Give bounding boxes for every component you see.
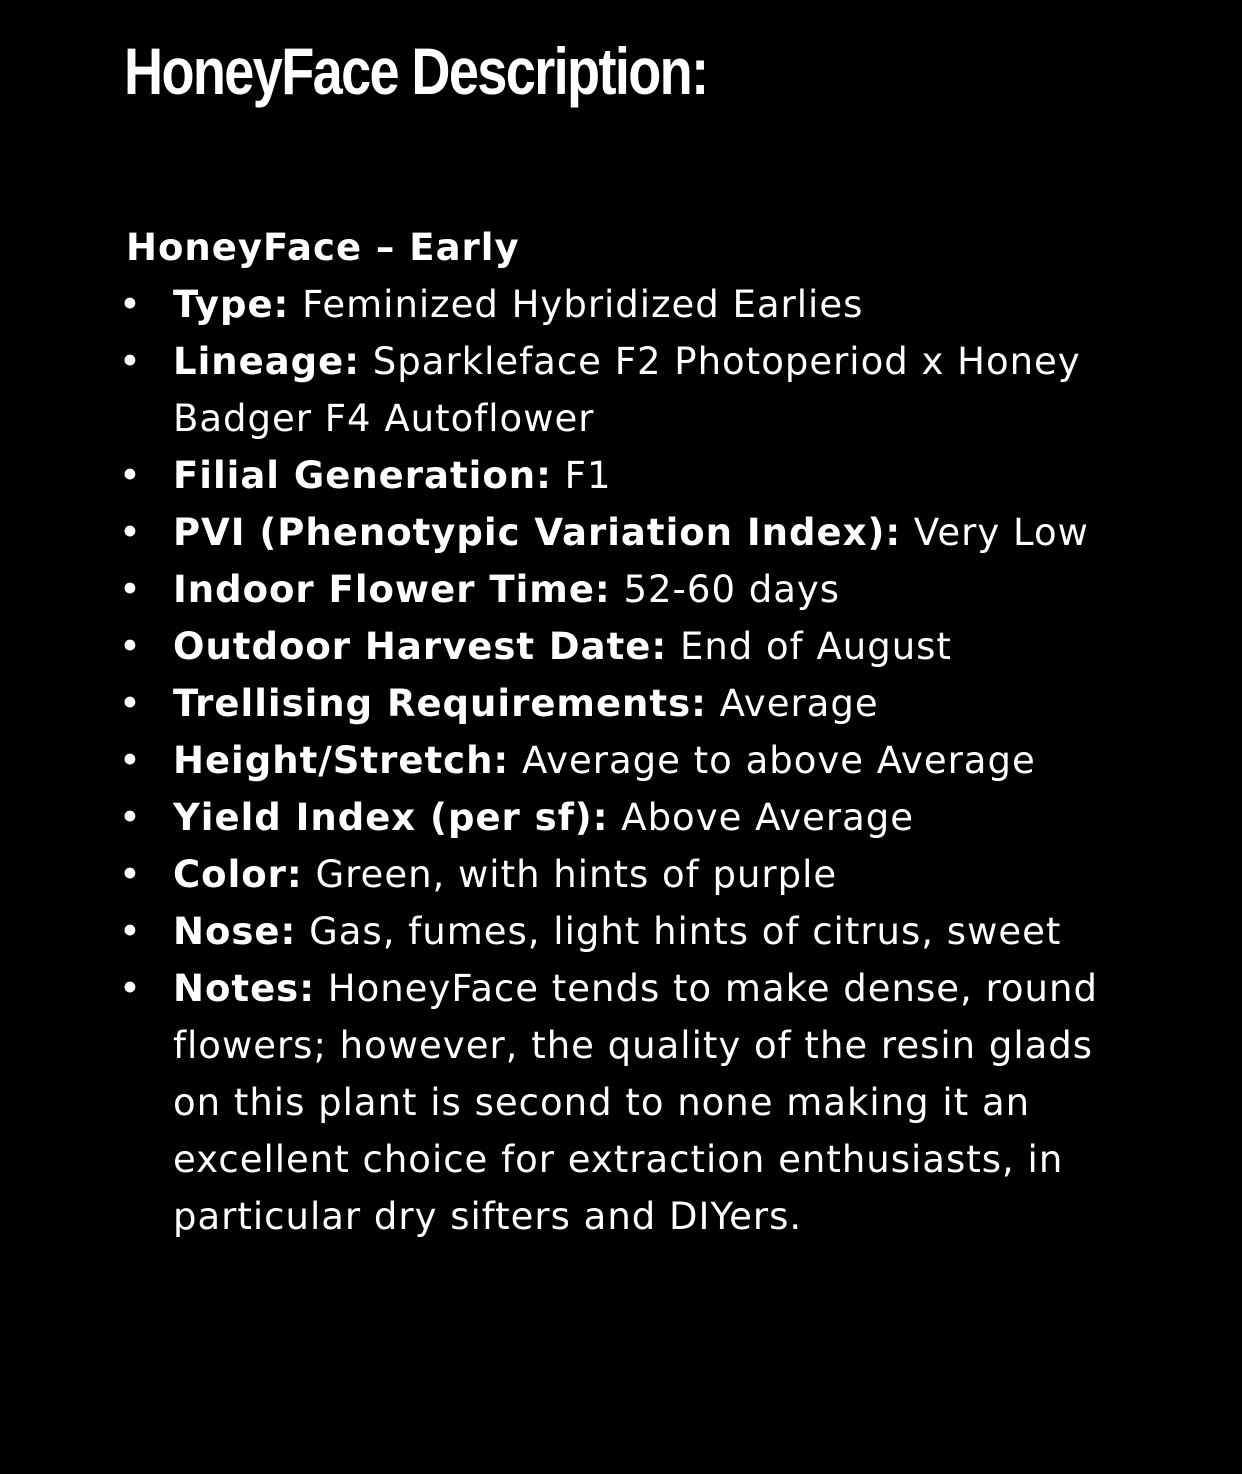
bullet-icon: • [119, 853, 142, 896]
bullet-icon: • [119, 967, 142, 1010]
bullet-icon: • [119, 283, 142, 326]
spec-label: Type: [173, 283, 290, 326]
bullet-icon: • [119, 625, 142, 668]
spec-color [119, 846, 1126, 903]
spec-label: Filial Generation: [173, 454, 552, 497]
spec-value: Very Low [901, 511, 1089, 554]
spec-label: PVI (Phenotypic Variation Index): [173, 511, 902, 554]
spec-height-stretch [119, 732, 1126, 789]
spec-nose [119, 903, 1126, 960]
spec-value: Gas, fumes, light hints of citrus, sweet [296, 910, 1062, 953]
spec-value: Sparkleface F2 Photoperiod x Honey Badger F4 Autoflower [173, 340, 1081, 440]
spec-value: Feminized Hybridized Earlies [289, 283, 864, 326]
spec-label: Lineage: [173, 340, 361, 383]
bullet-icon: • [119, 568, 142, 611]
spec-type [119, 276, 1126, 333]
spec-label: Color: [173, 853, 303, 896]
spec-value: Average to above Average [509, 739, 1036, 782]
bullet-icon: • [119, 682, 142, 725]
spec-value: F1 [551, 454, 612, 497]
spec-label: Indoor Flower Time: [173, 568, 611, 611]
spec-filial-generation [119, 447, 1126, 504]
spec-label: Yield Index (per sf): [173, 796, 609, 839]
spec-value: Average [706, 682, 879, 725]
strain-section [119, 219, 1126, 1245]
bullet-icon: • [119, 340, 142, 383]
spec-notes [119, 960, 1126, 1245]
spec-value: 52-60 days [610, 568, 841, 611]
spec-label: Trellising Requirements: [173, 682, 707, 725]
spec-outdoor-harvest-date [119, 618, 1126, 675]
spec-label: Outdoor Harvest Date: [173, 625, 668, 668]
spec-label: Nose: [173, 910, 297, 953]
strain-name: HoneyFace – Early [126, 226, 520, 269]
spec-label: Notes: [173, 967, 315, 1010]
spec-value: End of August [667, 625, 952, 668]
bullet-icon: • [119, 454, 142, 497]
spec-list [119, 276, 1126, 1245]
spec-yield-index [119, 789, 1126, 846]
bullet-icon: • [119, 511, 142, 554]
spec-label: Height/Stretch: [173, 739, 510, 782]
bullet-icon: • [119, 739, 142, 782]
spec-lineage [119, 333, 1126, 447]
spec-value: Above Average [608, 796, 915, 839]
spec-indoor-flower-time [119, 561, 1126, 618]
spec-value: HoneyFace tends to make dense, round flowers; however, the quality of the resin glads on this plant is second to none making it an excellent choice for extraction enthusiasts, in particular dry sifters and DIYers. [173, 967, 1098, 1238]
spec-trellising [119, 675, 1126, 732]
page-title: HoneyFace Description: [124, 34, 708, 108]
bullet-icon: • [119, 910, 142, 953]
bullet-icon: • [119, 796, 142, 839]
spec-value: Green, with hints of purple [302, 853, 838, 896]
spec-pvi [119, 504, 1126, 561]
